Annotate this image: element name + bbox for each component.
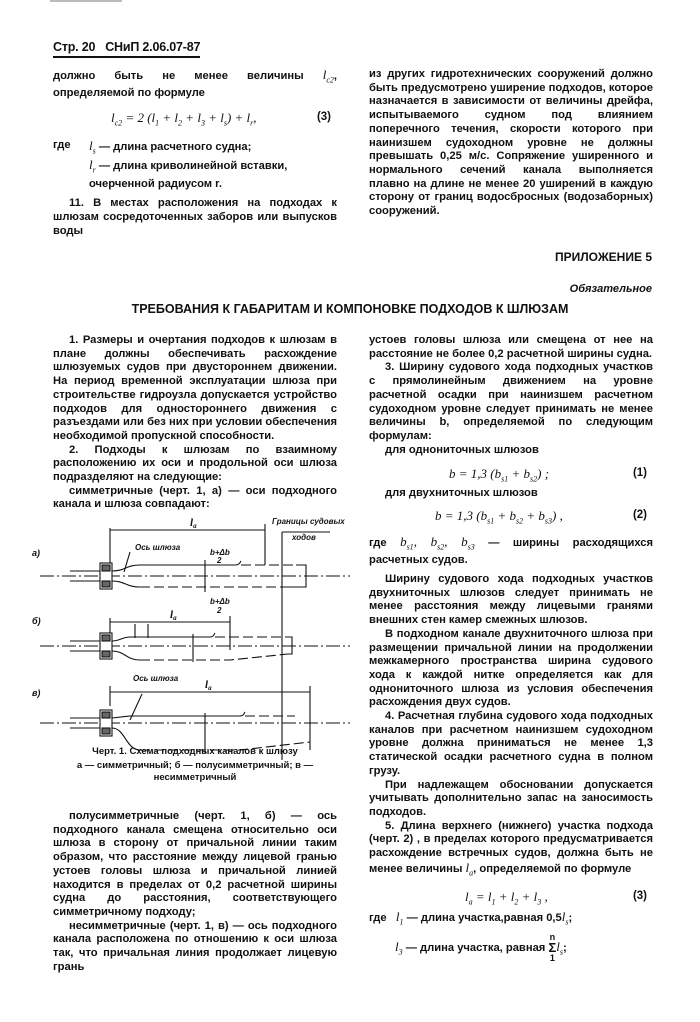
formula-1: [369, 467, 653, 487]
document-code: СНиП 2.06.07-87: [105, 40, 201, 54]
definition-l1: где $l_1$ — длина участка,равная $0,5l_s$;: [369, 909, 573, 927]
paragraph-2: 2. Подходы к шлюзам по взаимному расположению их оси и продольной оси шлюза подразделяют на следующие:: [53, 443, 337, 484]
formula-1-number: (1): [632, 467, 647, 480]
left-column-lower: [53, 810, 337, 974]
figure-label-a: а): [32, 548, 41, 558]
definition-ls: $l_s$ — длина расчетного судна;: [89, 138, 252, 156]
svg-text:la: la: [205, 679, 212, 692]
paragraph-asymmetric: несимметричные (черт. 1, в) — ось подходного канала расположена по отношению к оси шлюза так, что причальная линия продолжает лицевую грань: [53, 919, 337, 973]
figure-caption-legend: а — симметричный; б — полусимметричный; в — несимметричный: [76, 760, 314, 783]
paragraph-twin-locks: Ширину судового хода подходных участков двухниточных шлюзов следует принимать не менее расстояния между лицевыми гранями внешних стен камер смежных шлюзов.: [369, 573, 653, 627]
top-rule: [50, 0, 122, 2]
intro-text: должно быть не менее величины: [53, 70, 304, 82]
svg-text:b+Δb: b+Δb: [210, 548, 230, 557]
definition-bs: где $b_{s1}$, $b_{s2}$, $b_{s3}$ — ширины расходящихся расчетных судов.: [369, 534, 654, 567]
definition-lr: $l_r$ — длина криволинейной вставки, очерченной радиусом r.: [89, 157, 288, 190]
appendix-label: ПРИЛОЖЕНИЕ 5: [554, 250, 652, 264]
top-right-column: [369, 68, 653, 219]
formula-number: (3): [316, 111, 331, 123]
intro-paragraph: [53, 68, 337, 101]
svg-text:la: la: [170, 609, 177, 622]
paragraph-1: 1. Размеры и очертания подходов к шлюзам в плане должны обеспечивать расхождение шлюзуемых судов при двустороннем движении. На период временной эксплуатации шлюза при строительстве гидроузла допускается устройство подходов для одностороннего движения с разъездами или без них при условии обеспечения необходимой пропускной способности.: [53, 334, 337, 442]
paragraph-asymmetric-continued: устоев головы шлюза или смещена от нее на расстояние не более 0,2 расчетной ширины судна.: [369, 334, 653, 360]
boundary-label-2: ходов: [292, 533, 316, 542]
formula-lc2-expression: $l_{c2} = 2$ $(l_1 + l_2 + l_3 + l_s) + l_r$,: [111, 110, 257, 128]
formula-lc2: [53, 111, 337, 131]
paragraph-11-continued: из других гидротехнических сооружений должно быть предусмотрено уширение подходов, которое назначается в зависимости от величины дрейфа, испытываемого судном под влиянием поперечного течения, скорости которого при наинизшем судоходном уровне не должны превышать 0,25 м/с. Сопряжение уширенного и нормального сечений канала выполняется плавно на длине не менее 20 уширений в каждую сторону от границ водосбросных (водозаборных) сооружений.: [369, 68, 653, 218]
top-left-column: [53, 68, 337, 238]
intro-tail: , определяемой по формуле: [53, 70, 337, 100]
appendix-status: Обязательное: [569, 283, 652, 295]
paragraph-2-symmetric: симметричные (черт. 1, а) — оси подходного канала и шлюза совпадают:: [53, 484, 337, 511]
definition-l3: $l_3$ — длина участка, равная n Σ 1 $l_s$;: [395, 932, 567, 964]
formula-3: [369, 890, 653, 910]
paragraph-3: 3. Ширину судового хода подходных участков с прямолинейным движением на уровне расчетной осадки при наинизшем расчетном судоходном уровне следует принимать не менее величины b, определяемой по следующим формулам:: [369, 361, 653, 442]
svg-text:b+Δb: b+Δb: [210, 597, 230, 606]
paragraph-berth-line: В подходном канале двухниточного шлюза при размещении причальной линии на продолжении межкамерного пространства ширина судового хода к каждой нитке определяется как для однониточного шлюза из условия обеспечения расхождения двух судов.: [369, 627, 653, 709]
definitions: [53, 139, 337, 191]
right-column: [369, 334, 653, 963]
channel-diagram: [30, 510, 360, 772]
figure-label-c: в): [32, 688, 41, 698]
figure-1-approach-channel-schemes: [30, 510, 360, 772]
formula-3-number: (3): [632, 890, 647, 903]
where-label: где: [53, 139, 71, 151]
var-lc2: $l_{c2}$: [322, 67, 334, 85]
appendix-title: ТРЕБОВАНИЯ К ГАБАРИТАМ И КОМПОНОВКЕ ПОДХОДОВ К ШЛЮЗАМ: [131, 302, 569, 316]
paragraph-4b: При надлежащем обосновании допускается учитывать дополнительно запас на заносимость подходов.: [369, 778, 653, 818]
boundary-label-1: Границы судовых: [272, 517, 345, 526]
running-header: [53, 40, 200, 58]
figure-label-b: б): [32, 616, 41, 626]
paragraph-11: 11. В местах расположения на подходах к шлюзам сосредоточенных заборов или выпусков воды: [53, 197, 337, 237]
paragraph-4: 4. Расчетная глубина судового хода подходных каналов при расчетном наинизшем судоходном уровне должна приниматься не менее 1,3 статической осадки расчетного судна в полном грузу.: [369, 710, 653, 777]
formula-2: [369, 509, 653, 529]
svg-text:la: la: [190, 517, 197, 530]
double-lock-label: для двухниточных шлюзов: [385, 487, 538, 500]
single-lock-label: для однониточных шлюзов: [385, 443, 539, 456]
figure-caption-title: Черт. 1. Схема подходных каналов к шлюзу: [92, 746, 298, 757]
svg-text:2: 2: [217, 606, 222, 615]
left-column: [53, 334, 337, 512]
paragraph-5: 5. Длина верхнего (нижнего) участка подхода (черт. 2) , в пределах которого предусматривается расхождение встречных судов, должна быть не менее величины $l_a$, определяемой по формуле: [369, 819, 653, 878]
formula-2-number: (2): [632, 509, 647, 522]
formula-3-expression: $l_a = l_1 + l_2 + l_3$ ,: [465, 889, 548, 907]
lock-axis-label-c: Ось шлюза: [133, 674, 179, 683]
formula-2-expression: b = 1,3 $(b_{s1} + b_{s2} + b_{s3})$ ,: [435, 508, 563, 526]
svg-text:2: 2: [217, 556, 222, 565]
lock-axis-label-a: Ось шлюза: [135, 543, 181, 552]
page-number: Стр. 20: [53, 40, 96, 54]
formula-1-expression: b = 1,3 $(b_{s1} + b_{s2})$ ;: [449, 466, 550, 484]
paragraph-semi-symmetric: полусимметричные (черт. 1, б) — ось подходного канала смещена относительно оси шлюза в сторону от причальной линии таким образом, что расстояние между лицевой гранью устоев головы шлюза и причальной линией находится в пределах от 0,2 расчетной ширины судна до расстояния, соответствующего симметричному подходу;: [53, 810, 337, 918]
